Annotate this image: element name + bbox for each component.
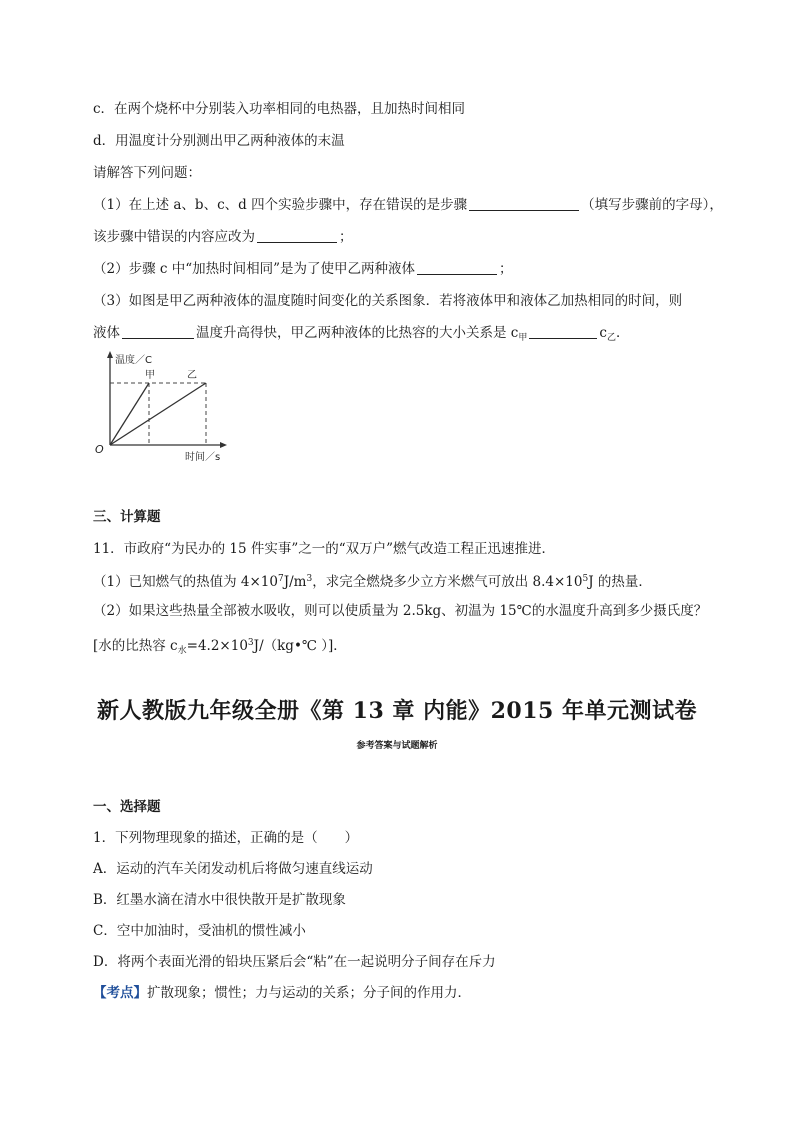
q1-text-a: （1）在上述 a、b、c、d 四个实验步骤中，存在错误的是步骤 [93, 197, 468, 213]
q3-end: ． [615, 325, 630, 341]
q1-end: ； [339, 229, 353, 245]
subscript-yi: 乙 [606, 333, 616, 343]
document-subtitle: 参考答案与试题解析 [356, 741, 438, 751]
step-d: d．用温度计分别测出甲乙两种液体的末温 [93, 133, 345, 149]
question-1-line-1 [93, 196, 723, 214]
y-axis-arrow [107, 351, 113, 358]
q3-c2: c [599, 325, 607, 341]
answer-blank-step[interactable] [469, 196, 579, 211]
hint-text-b: =4.2×10 [186, 638, 248, 654]
kaodian-line [93, 984, 471, 1002]
answer-blank-correction[interactable] [257, 228, 337, 243]
option-a: A．运动的汽车关闭发动机后将做匀速直线运动 [93, 861, 373, 877]
line-yi [110, 383, 206, 445]
subscript-jia: 甲 [518, 333, 528, 343]
y-axis-label: 温度／C [115, 355, 152, 366]
q11-1-text-d: J 的热量． [588, 574, 652, 590]
q2-text: （2）步骤 c 中“加热时间相同”是为了使甲乙两种液体 [93, 261, 416, 277]
q3-text-c: 温度升高得快，甲乙两种液体的比热容的大小关系是 c [196, 325, 519, 341]
q3-text-b: 液体 [93, 325, 120, 341]
series-label-yi: 乙 [187, 370, 197, 381]
section-1-heading: 一、选择题 [93, 799, 161, 815]
kaodian-text: 扩散现象；惯性；力与运动的关系；分子间的作用力． [147, 985, 471, 1001]
exponent-5: 5 [582, 574, 589, 584]
question-1-line-2 [93, 228, 353, 246]
option-b: B．红墨水滴在清水中很快散开是扩散现象 [93, 892, 346, 908]
subscript-shui: 水 [177, 646, 187, 656]
question-11: 11．市政府“为民办的 15 件实事”之一的“双万户”燃气改造工程正迅速推进． [93, 541, 556, 557]
exponent-3: 3 [306, 574, 313, 584]
q11-1-text-a: （1）已知燃气的热值为 4×10 [93, 574, 278, 590]
option-c: C．空中加油时，受油机的惯性减小 [93, 923, 306, 939]
q1-text-c: 该步骤中错误的内容应改为 [93, 229, 255, 245]
temperature-time-graph [93, 347, 233, 465]
q11-1-text-c: ，求完全燃烧多少立方米燃气可放出 8.4×10 [312, 574, 583, 590]
origin-label: O [95, 443, 104, 456]
question-11-hint [93, 634, 347, 660]
question-11-part-2: （2）如果这些热量全部被水吸收，则可以使质量为 2.5kg、初温为 15℃的水温度升高到多少摄氏度？ [93, 603, 708, 619]
option-d: D．将两个表面光滑的铅块压紧后会“粘”在一起说明分子间存在斥力 [93, 954, 496, 970]
instruction: 请解答下列问题： [93, 165, 201, 181]
answer-blank-liquid[interactable] [122, 324, 194, 339]
series-label-jia: 甲 [145, 370, 155, 381]
question-1: 1．下列物理现象的描述，正确的是（ ） [93, 830, 359, 846]
x-axis-arrow [220, 442, 227, 448]
answer-blank-purpose[interactable] [417, 260, 497, 275]
hint-text-a: [水的比热容 c [93, 638, 178, 654]
line-jia [110, 383, 149, 445]
q11-1-text-b: J/m [283, 574, 307, 590]
exponent-7: 7 [277, 574, 284, 584]
question-3-line-2 [93, 324, 629, 347]
document-title: 新人教版九年级全册《第 13 章 内能》2015 年单元测试卷 [97, 698, 697, 724]
q2-end: ； [499, 261, 513, 277]
step-c: c．在两个烧杯中分别装入功率相同的电热器，且加热时间相同 [93, 101, 466, 117]
question-3-line-1: （3）如图是甲乙两种液体的温度随时间变化的关系图象．若将液体甲和液体乙加热相同的时间，则 [93, 293, 683, 309]
exponent-3-heat: 3 [247, 638, 254, 648]
section-3-heading: 三、计算题 [93, 509, 161, 525]
question-11-part-1 [93, 570, 652, 591]
hint-text-c: J/（kg•℃ ）]． [253, 638, 347, 654]
x-axis-label: 时间／s [185, 452, 221, 463]
question-2 [93, 260, 513, 278]
q1-text-b: （填写步骤前的字母）， [581, 197, 723, 213]
answer-blank-compare[interactable] [529, 324, 597, 339]
kaodian-label: 【考点】 [93, 985, 147, 1001]
